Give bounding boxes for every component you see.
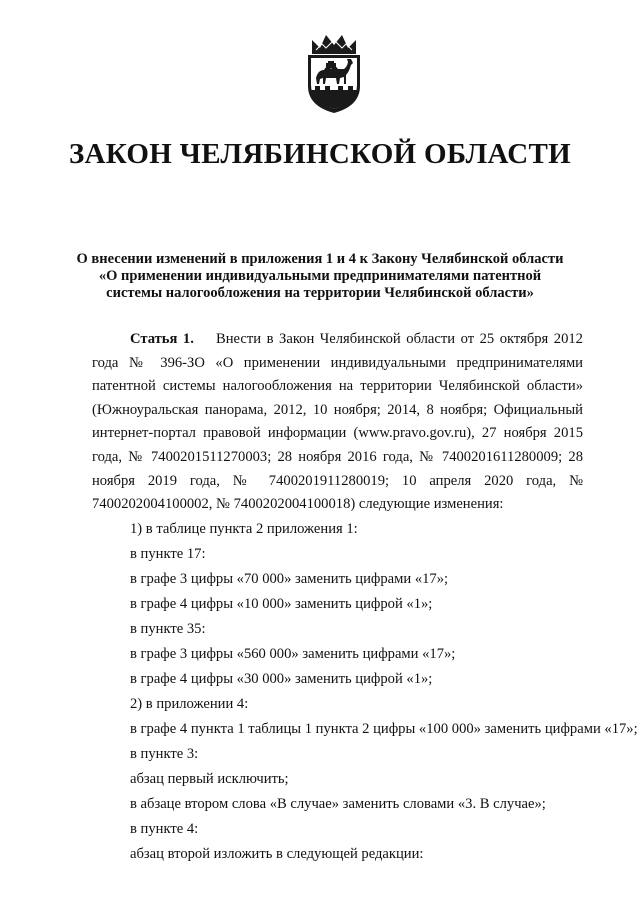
list-item: в графе 4 цифры «10 000» заменить цифрой «1»; — [130, 595, 433, 612]
article-body — [92, 328, 638, 867]
subject-line: системы налогообложения на территории Челябинской области» — [106, 285, 534, 301]
list-item: 1) в таблице пункта 2 приложения 1: — [130, 520, 358, 537]
list-item: абзац первый исключить; — [130, 770, 289, 787]
list-item: в графе 4 пункта 1 таблицы 1 пункта 2 цифры «100 000» заменить цифрами «17»; — [130, 720, 638, 737]
list-item: в пункте 3: — [130, 745, 199, 762]
list-item: в графе 3 цифры «70 000» заменить цифрами «17»; — [130, 570, 449, 587]
article-paragraph — [92, 328, 583, 517]
list-item: в пункте 35: — [130, 620, 206, 637]
subject-line: О внесении изменений в приложения 1 и 4 к Закону Челябинской области — [76, 251, 564, 267]
law-title: ЗАКОН ЧЕЛЯБИНСКОЙ ОБЛАСТИ — [68, 138, 572, 170]
list-item: в абзаце втором слова «В случае» заменить словами «3. В случае»; — [130, 795, 546, 812]
list-item: 2) в приложении 4: — [130, 695, 249, 712]
coat-of-arms-emblem — [298, 32, 370, 116]
list-item: в графе 3 цифры «560 000» заменить цифрами «17»; — [130, 645, 456, 662]
list-item: в пункте 17: — [130, 545, 206, 562]
article-label: Статья 1. — [130, 331, 194, 347]
list-item: в графе 4 цифры «30 000» заменить цифрой «1»; — [130, 670, 433, 687]
list-item: абзац второй изложить в следующей редакции: — [130, 845, 424, 862]
law-subject — [60, 251, 580, 302]
subject-line: «О применении индивидуальными предпринимателями патентной — [98, 268, 542, 284]
article-text: Внести в Закон Челябинской области от 25 октября 2012 года № 396-ЗО «О применении индивидуальными предпринимателями патентной системы налогообложения на территории Челябинской области» (Южноуральская панорама, 2012, 10 ноября; 2014, 8 ноября; Официальный интернет-портал правовой информации (www.pravo.gov.ru), 27 ноября 2015 года, № 7400201511270003; 28 ноября 2016 года, № 7400201611280009; 28 ноября 2019 года, № 7400201911280019; 10 апреля 2020 года, № 7400202004100002, № 7400202004100018) следующие изменения: — [92, 331, 583, 513]
list-item: в пункте 4: — [130, 820, 199, 837]
